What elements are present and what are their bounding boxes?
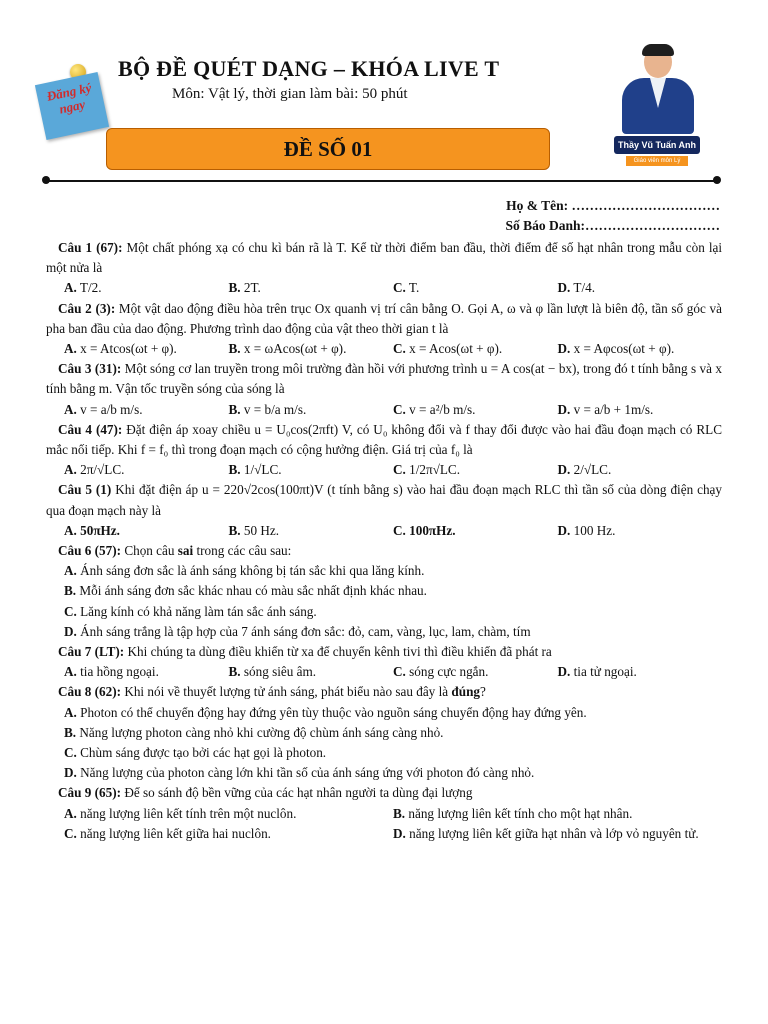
option-a[interactable] [64, 460, 229, 480]
question-emphasis: sai [177, 543, 194, 559]
option-d[interactable] [558, 521, 723, 541]
options-9-row1 [46, 804, 722, 824]
option-d[interactable] [558, 400, 723, 420]
option-text: 50 Hz. [243, 522, 280, 538]
option-letter: B. [228, 401, 241, 417]
option-letter: D. [64, 765, 77, 781]
question-text-end: trong các câu sau: [193, 543, 292, 559]
option-letter: C. [393, 462, 406, 478]
question-text-end: ? [480, 684, 486, 700]
option-c[interactable] [46, 602, 722, 622]
option-text: 100πHz. [409, 522, 456, 538]
option-text: v = b/a m/s. [243, 401, 307, 417]
option-text: x = ωAcos(ωt + φ). [243, 341, 347, 357]
teacher-name: Thầy Vũ Tuấn Anh [614, 136, 700, 154]
option-letter: B. [393, 805, 406, 821]
option-text: T/4. [573, 280, 596, 296]
question-8 [46, 682, 722, 702]
option-c[interactable] [46, 743, 722, 763]
options-9-row2 [46, 824, 722, 844]
option-c[interactable] [393, 278, 558, 298]
teacher-avatar [612, 44, 702, 172]
question-text: Khi nói về thuyết lượng tử ánh sáng, phát biểu nào sau đây là [124, 684, 452, 700]
option-d[interactable] [558, 662, 723, 682]
divider-dot-right [713, 176, 721, 184]
option-text: x = Atcos(ωt + φ). [80, 341, 177, 357]
option-text: tia hồng ngoại. [80, 664, 159, 680]
option-letter: C. [64, 603, 77, 619]
option-text: Năng lượng của photon càng lớn khi tần số của ánh sáng ứng với photon đó càng nhỏ. [80, 765, 535, 781]
option-text: sóng siêu âm. [243, 664, 317, 680]
option-letter: D. [64, 623, 77, 639]
question-text: Chọn câu [124, 543, 178, 559]
option-letter: D. [557, 341, 571, 357]
options-3 [46, 400, 722, 420]
question-label: Câu 1 (67): [58, 240, 123, 255]
option-text: T. [408, 280, 420, 296]
option-c[interactable] [393, 339, 558, 359]
option-d[interactable] [393, 824, 722, 844]
option-text: năng lượng liên kết giữa hạt nhân và lớp vỏ nguyên tử. [409, 825, 699, 841]
option-letter: B. [228, 522, 241, 538]
option-d[interactable] [46, 622, 722, 642]
option-b[interactable] [229, 400, 394, 420]
option-letter: A. [64, 664, 77, 680]
question-6 [46, 541, 722, 561]
option-letter: B. [228, 280, 241, 296]
option-text: năng lượng liên kết tính trên một nuclôn. [80, 805, 297, 821]
question-label: Câu 5 (1) [58, 482, 112, 498]
option-text: x = Aφcos(ωt + φ). [573, 341, 675, 357]
option-text: năng lượng liên kết tính cho một hạt nhân. [408, 805, 633, 821]
option-letter: B. [64, 724, 77, 740]
option-text: v = a/b m/s. [80, 401, 143, 417]
question-emphasis: đúng [451, 684, 481, 700]
option-text: v = a/b + 1m/s. [573, 401, 654, 417]
teacher-tag: Giáo viên môn Lý [626, 156, 688, 166]
question-1 [46, 238, 722, 278]
options-4 [46, 460, 722, 480]
option-letter: C. [64, 825, 77, 841]
option-letter: A. [64, 805, 77, 821]
option-letter: D. [557, 280, 571, 296]
question-label: Câu 2 (3): [58, 300, 116, 316]
option-text: x = Acos(ωt + φ). [409, 341, 503, 357]
option-b[interactable] [229, 339, 394, 359]
option-letter: D. [557, 401, 571, 417]
option-letter: A. [64, 704, 77, 720]
option-a[interactable] [46, 561, 722, 581]
options-1 [46, 278, 722, 298]
option-text: năng lượng liên kết giữa hai nuclôn. [80, 825, 271, 841]
question-text: Khi đặt điện áp u = 220√2cos(100πt)V (t tính bằng s) vào hai đầu đoạn mạch RLC thì tần số của dòng điện chạy qua đoạn mạch này là [46, 482, 722, 518]
option-a[interactable] [64, 278, 229, 298]
option-text: 100 Hz. [573, 522, 616, 538]
student-id-field[interactable]: Số Báo Danh:………………………… [505, 218, 720, 233]
question-label: Câu 4 (47): [58, 421, 123, 437]
option-c[interactable] [64, 824, 393, 844]
option-letter: D. [557, 522, 571, 538]
option-a[interactable] [64, 400, 229, 420]
option-letter: D. [557, 664, 571, 680]
option-letter: A. [64, 341, 77, 357]
option-text: Ánh sáng trắng là tập hợp của 7 ánh sáng đơn sắc: đỏ, cam, vàng, lục, lam, chàm, tím [80, 623, 531, 639]
student-name-field[interactable]: Họ & Tên: …………………………… [506, 198, 720, 213]
option-letter: C. [64, 745, 77, 761]
option-d[interactable] [558, 339, 723, 359]
question-label: Câu 7 (LT): [58, 644, 125, 660]
option-text: T/2. [79, 280, 102, 296]
options-2 [46, 339, 722, 359]
option-letter: B. [228, 341, 241, 357]
option-letter: C. [393, 401, 406, 417]
question-label: Câu 8 (62): [58, 684, 122, 700]
question-label: Câu 6 (57): [58, 543, 122, 559]
exam-number-banner: ĐỀ SỐ 01 [106, 128, 550, 170]
question-label: Câu 9 (65): [58, 785, 122, 801]
option-letter: B. [64, 583, 77, 599]
option-c[interactable] [393, 662, 558, 682]
options-5 [46, 521, 722, 541]
option-text: v = a²/b m/s. [409, 401, 476, 417]
option-text: Photon có thể chuyển động hay đứng yên tùy thuộc vào nguồn sáng chuyển động hay đứng yên. [80, 704, 587, 720]
option-b[interactable] [229, 662, 394, 682]
option-a[interactable] [64, 804, 393, 824]
header-divider [45, 180, 717, 182]
option-letter: C. [393, 522, 406, 538]
teacher-hair [642, 44, 674, 56]
question-list [46, 238, 722, 844]
option-a[interactable] [46, 703, 722, 723]
option-c[interactable] [393, 400, 558, 420]
option-letter: C. [393, 664, 406, 680]
option-d[interactable] [46, 763, 722, 783]
option-b[interactable] [393, 804, 722, 824]
option-text: 2π/√LC. [80, 462, 125, 478]
option-letter: B. [228, 664, 241, 680]
option-text: 1/√LC. [243, 462, 282, 478]
option-text: 2/√LC. [573, 462, 612, 478]
question-label: Câu 3 (31): [58, 361, 122, 377]
option-a[interactable] [64, 339, 229, 359]
option-letter: A. [64, 522, 77, 538]
question-text: Đặt điện áp xoay chiều u = U₀cos(2πft) V, có U₀ không đổi và f thay đổi được vào hai đầu đoạn mạch có RLC mắc nối tiếp. Khi f = f₀ thì trong đoạn mạch có cộng hưởng điện. Giá trị của f₀ là [46, 421, 722, 458]
options-7 [46, 662, 722, 682]
option-text: sóng cực ngắn. [409, 664, 489, 680]
option-text: tia tử ngoại. [573, 664, 637, 680]
option-letter: C. [393, 341, 406, 357]
question-9 [46, 783, 722, 803]
option-letter: A. [64, 401, 77, 417]
option-text: Chùm sáng được tạo bởi các hạt gọi là photon. [80, 745, 327, 761]
option-letter: A. [64, 462, 77, 478]
option-text: Năng lượng photon càng nhỏ khi cường độ chùm ánh sáng càng nhỏ. [79, 724, 444, 740]
option-letter: B. [228, 462, 241, 478]
option-letter: A. [64, 563, 77, 579]
option-b[interactable] [46, 723, 722, 743]
question-5 [46, 480, 722, 520]
option-text: Lăng kính có khả năng làm tán sắc ánh sáng. [80, 603, 317, 619]
question-3 [46, 359, 722, 399]
option-c[interactable] [393, 521, 558, 541]
question-2 [46, 299, 722, 339]
option-d[interactable] [558, 278, 723, 298]
question-text: Để so sánh độ bền vững của các hạt nhân người ta dùng đại lượng [124, 785, 473, 801]
option-text: 50πHz. [80, 522, 120, 538]
question-4 [46, 420, 722, 460]
option-b[interactable] [229, 278, 394, 298]
question-7 [46, 642, 722, 662]
option-text: 2T. [243, 280, 261, 296]
option-d[interactable] [558, 460, 723, 480]
register-badge[interactable]: Đăng ký ngay [35, 72, 109, 140]
question-text: Một chất phóng xạ có chu kì bán rã là T. Kể từ thời điểm ban đầu, thời điểm để số hạt nhân trong mẫu còn lại một nửa là [46, 240, 722, 276]
option-text: Mỗi ánh sáng đơn sắc khác nhau có màu sắc nhất định khác nhau. [79, 583, 427, 599]
question-text: Khi chúng ta dùng điều khiển từ xa để chuyển kênh tivi thì điều khiển đã phát ra [127, 644, 552, 660]
option-text: Ánh sáng đơn sắc là ánh sáng không bị tán sắc khi qua lăng kính. [80, 563, 425, 579]
option-letter: C. [393, 280, 406, 296]
option-letter: D. [557, 462, 571, 478]
page-title: BỘ ĐỀ QUÉT DẠNG – KHÓA LIVE T [118, 56, 500, 81]
page-subtitle: Môn: Vật lý, thời gian làm bài: 50 phút [172, 86, 408, 102]
option-a[interactable] [64, 662, 229, 682]
divider-dot-left [42, 176, 50, 184]
option-text: 1/2π√LC. [409, 462, 461, 478]
question-text: Một vật dao động điều hòa trên trục Ox quanh vị trí cân bằng O. Gọi A, ω và φ lần lượt là biên độ, tần số góc và pha ban đầu của dao động. Phương trình dao động của vật theo thời gian t là [46, 300, 722, 336]
option-letter: D. [393, 825, 406, 841]
option-b[interactable] [229, 460, 394, 480]
option-a[interactable] [64, 521, 229, 541]
option-b[interactable] [229, 521, 394, 541]
option-b[interactable] [46, 581, 722, 601]
question-text: Một sóng cơ lan truyền trong môi trường đàn hồi với phương trình u = A cos(at − bx), trong đó t tính bằng s và x tính bằng m. Vận tốc truyền sóng của sóng là [46, 361, 722, 397]
option-c[interactable] [393, 460, 558, 480]
option-letter: A. [64, 280, 77, 296]
